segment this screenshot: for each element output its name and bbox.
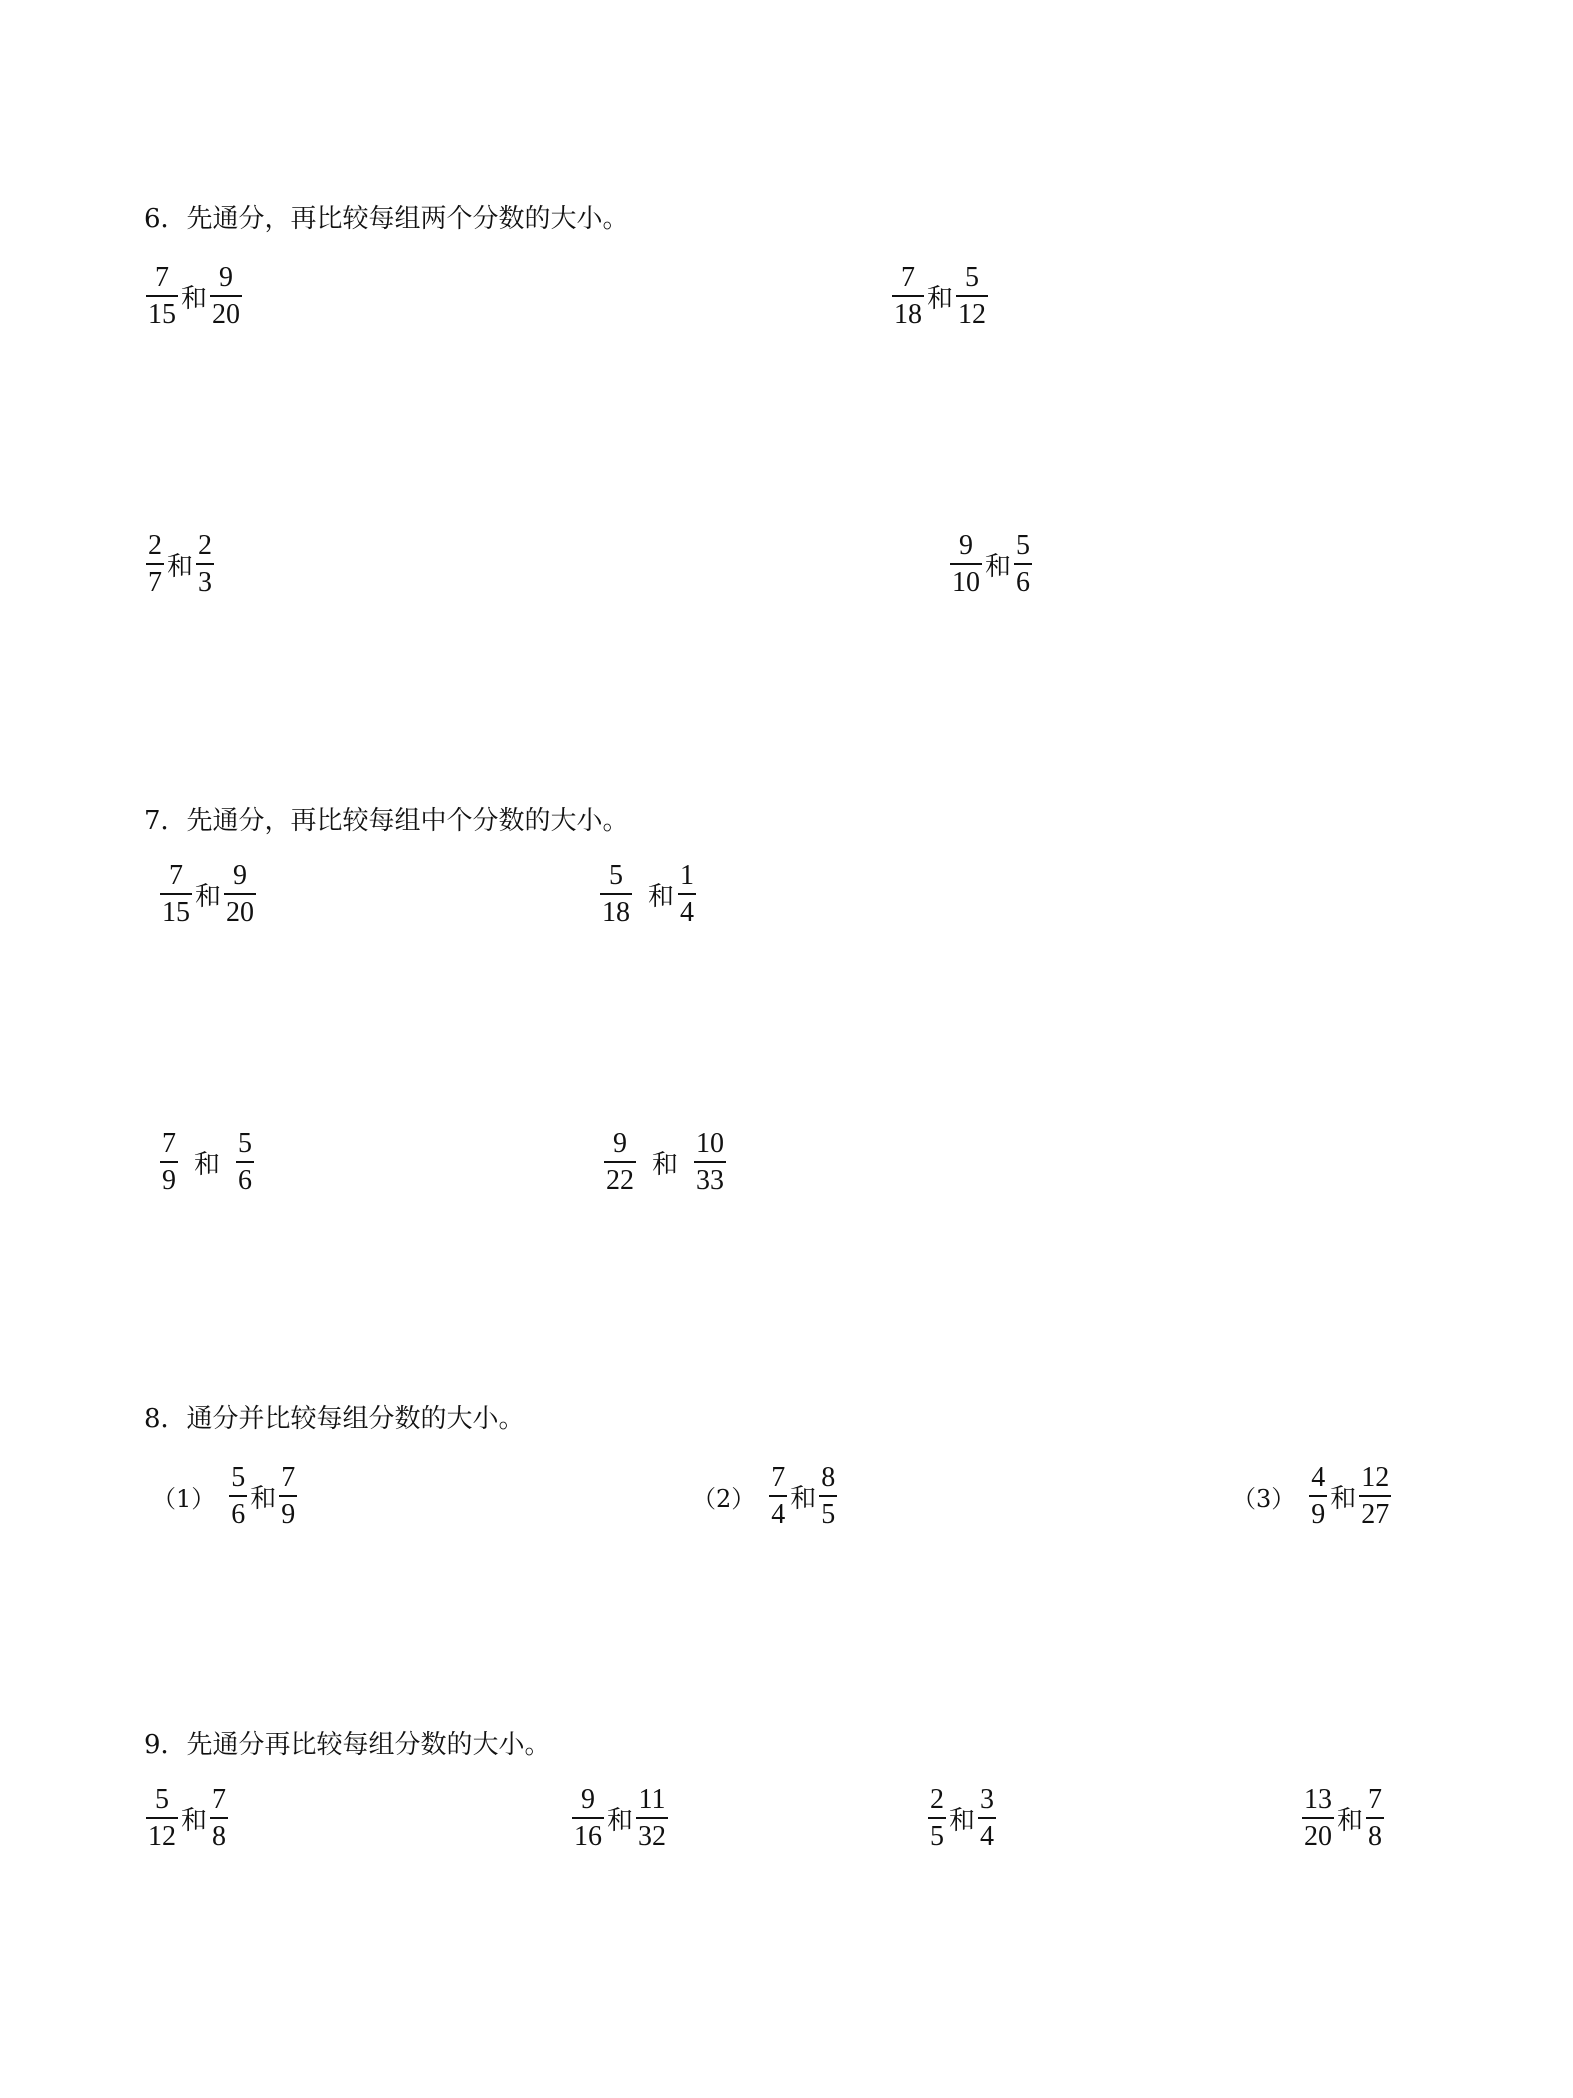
numerator: 7 bbox=[901, 262, 915, 293]
q9-pair-1 bbox=[144, 1784, 230, 1853]
fraction bbox=[1359, 1462, 1391, 1531]
item-label: （1） bbox=[152, 1485, 216, 1513]
fraction-bar bbox=[160, 1161, 178, 1163]
denominator: 12 bbox=[148, 1821, 176, 1852]
question-6-heading: 6．先通分，再比较每组两个分数的大小。 bbox=[144, 204, 629, 234]
numerator: 5 bbox=[238, 1128, 253, 1159]
fraction-bar bbox=[694, 1161, 726, 1163]
fraction-bar bbox=[279, 1495, 297, 1497]
fraction-bar bbox=[600, 893, 632, 895]
fraction bbox=[819, 1462, 837, 1531]
conjunction: 和 bbox=[607, 1806, 634, 1836]
q8-pair-2 bbox=[692, 1462, 839, 1531]
numerator: 3 bbox=[980, 1784, 995, 1815]
numerator: 2 bbox=[148, 530, 162, 561]
denominator: 15 bbox=[162, 897, 190, 928]
q9-pair-2 bbox=[570, 1784, 670, 1853]
conjunction: 和 bbox=[1337, 1806, 1364, 1836]
conjunction: 和 bbox=[648, 882, 675, 912]
fraction bbox=[146, 1784, 178, 1853]
fraction bbox=[1366, 1784, 1384, 1853]
fraction-bar bbox=[1359, 1495, 1391, 1497]
conjunction: 和 bbox=[949, 1806, 976, 1836]
denominator: 9 bbox=[281, 1499, 296, 1530]
item-label: （2） bbox=[692, 1485, 756, 1513]
denominator: 18 bbox=[894, 299, 922, 330]
q8-pair-1 bbox=[152, 1462, 299, 1531]
denominator: 12 bbox=[958, 299, 987, 330]
fraction-bar bbox=[956, 295, 988, 297]
denominator: 10 bbox=[952, 567, 980, 598]
fraction-bar bbox=[210, 1817, 228, 1819]
numerator: 7 bbox=[162, 1128, 176, 1159]
numerator: 13 bbox=[1304, 1784, 1332, 1815]
conjunction: 和 bbox=[167, 552, 194, 582]
conjunction: 和 bbox=[250, 1484, 277, 1514]
conjunction: 和 bbox=[1330, 1484, 1357, 1514]
denominator: 8 bbox=[212, 1821, 227, 1852]
numerator: 9 bbox=[613, 1128, 627, 1159]
numerator: 7 bbox=[212, 1784, 227, 1815]
fraction bbox=[572, 1784, 604, 1853]
numerator: 9 bbox=[581, 1784, 595, 1815]
q8-pair-3 bbox=[1232, 1462, 1393, 1531]
fraction-bar bbox=[978, 1817, 996, 1819]
denominator: 32 bbox=[638, 1821, 667, 1852]
fraction bbox=[1302, 1784, 1334, 1853]
numerator: 7 bbox=[771, 1462, 786, 1493]
denominator: 4 bbox=[771, 1499, 786, 1530]
numerator: 2 bbox=[198, 530, 213, 561]
conjunction: 和 bbox=[985, 552, 1012, 582]
question-7-heading: 7．先通分，再比较每组中个分数的大小。 bbox=[144, 806, 629, 836]
numerator: 9 bbox=[959, 530, 973, 561]
fraction bbox=[229, 1462, 247, 1531]
numerator: 5 bbox=[1016, 530, 1031, 561]
fraction-bar bbox=[769, 1495, 787, 1497]
fraction-bar bbox=[572, 1817, 604, 1819]
q7-pair-2 bbox=[598, 860, 698, 929]
q6-pair-1 bbox=[144, 262, 244, 331]
numerator: 9 bbox=[219, 262, 234, 293]
fraction-bar bbox=[146, 295, 178, 297]
fraction bbox=[146, 530, 164, 599]
numerator: 2 bbox=[930, 1784, 944, 1815]
q6-pair-4 bbox=[948, 530, 1034, 599]
q7-pair-3 bbox=[158, 1128, 256, 1197]
denominator: 6 bbox=[1016, 567, 1031, 598]
numerator: 5 bbox=[965, 262, 980, 293]
conjunction: 和 bbox=[181, 1806, 208, 1836]
conjunction: 和 bbox=[181, 284, 208, 314]
fraction bbox=[210, 262, 242, 331]
denominator: 8 bbox=[1368, 1821, 1383, 1852]
denominator: 5 bbox=[930, 1821, 944, 1852]
fraction-bar bbox=[928, 1817, 946, 1819]
fraction-bar bbox=[236, 1161, 254, 1163]
fraction bbox=[196, 530, 214, 599]
denominator: 6 bbox=[238, 1165, 253, 1196]
denominator: 4 bbox=[680, 897, 695, 928]
denominator: 5 bbox=[821, 1499, 836, 1530]
conjunction: 和 bbox=[194, 1150, 221, 1180]
fraction-bar bbox=[1014, 563, 1032, 565]
numerator: 1 bbox=[680, 860, 695, 891]
denominator: 20 bbox=[1304, 1821, 1332, 1852]
denominator: 27 bbox=[1361, 1499, 1390, 1530]
fraction-bar bbox=[224, 893, 256, 895]
denominator: 4 bbox=[980, 1821, 995, 1852]
fraction-bar bbox=[210, 295, 242, 297]
numerator: 7 bbox=[169, 860, 183, 891]
numerator: 5 bbox=[609, 860, 623, 891]
denominator: 16 bbox=[574, 1821, 602, 1852]
denominator: 3 bbox=[198, 567, 213, 598]
fraction bbox=[769, 1462, 787, 1531]
denominator: 9 bbox=[162, 1165, 176, 1196]
fraction bbox=[160, 860, 192, 929]
fraction-bar bbox=[892, 295, 924, 297]
numerator: 5 bbox=[231, 1462, 246, 1493]
numerator: 12 bbox=[1361, 1462, 1390, 1493]
conjunction: 和 bbox=[790, 1484, 817, 1514]
q9-pair-3 bbox=[926, 1784, 998, 1853]
fraction bbox=[636, 1784, 668, 1853]
fraction bbox=[1014, 530, 1032, 599]
conjunction: 和 bbox=[195, 882, 222, 912]
fraction bbox=[956, 262, 988, 331]
numerator: 9 bbox=[233, 860, 248, 891]
fraction-bar bbox=[678, 893, 696, 895]
fraction-bar bbox=[1309, 1495, 1327, 1497]
denominator: 20 bbox=[226, 897, 255, 928]
fraction-bar bbox=[604, 1161, 636, 1163]
numerator: 7 bbox=[1368, 1784, 1383, 1815]
fraction bbox=[950, 530, 982, 599]
denominator: 9 bbox=[1311, 1499, 1326, 1530]
q7-pair-1 bbox=[158, 860, 258, 929]
fraction-bar bbox=[819, 1495, 837, 1497]
fraction bbox=[694, 1128, 726, 1197]
fraction bbox=[604, 1128, 636, 1197]
numerator: 10 bbox=[696, 1128, 725, 1159]
item-label: （3） bbox=[1232, 1485, 1296, 1513]
denominator: 15 bbox=[148, 299, 176, 330]
numerator: 7 bbox=[281, 1462, 296, 1493]
numerator: 7 bbox=[155, 262, 169, 293]
fraction-bar bbox=[1302, 1817, 1334, 1819]
fraction bbox=[892, 262, 924, 331]
fraction bbox=[146, 262, 178, 331]
fraction-bar bbox=[146, 563, 164, 565]
numerator: 11 bbox=[638, 1784, 666, 1815]
denominator: 6 bbox=[231, 1499, 246, 1530]
denominator: 33 bbox=[696, 1165, 725, 1196]
conjunction: 和 bbox=[652, 1150, 679, 1180]
fraction bbox=[678, 860, 696, 929]
denominator: 7 bbox=[148, 567, 162, 598]
fraction bbox=[160, 1128, 178, 1197]
fraction bbox=[224, 860, 256, 929]
denominator: 20 bbox=[212, 299, 241, 330]
denominator: 22 bbox=[606, 1165, 634, 1196]
q9-pair-4 bbox=[1300, 1784, 1386, 1853]
denominator: 18 bbox=[602, 897, 630, 928]
fraction-bar bbox=[160, 893, 192, 895]
fraction bbox=[978, 1784, 996, 1853]
fraction-bar bbox=[950, 563, 982, 565]
question-8-heading: 8．通分并比较每组分数的大小。 bbox=[144, 1404, 525, 1434]
fraction bbox=[279, 1462, 297, 1531]
question-9-heading: 9．先通分再比较每组分数的大小。 bbox=[144, 1730, 551, 1760]
q6-pair-3 bbox=[144, 530, 216, 599]
fraction bbox=[1309, 1462, 1327, 1531]
q6-pair-2 bbox=[890, 262, 990, 331]
fraction bbox=[210, 1784, 228, 1853]
numerator: 4 bbox=[1311, 1462, 1326, 1493]
conjunction: 和 bbox=[927, 284, 954, 314]
numerator: 8 bbox=[821, 1462, 836, 1493]
fraction bbox=[236, 1128, 254, 1197]
fraction-bar bbox=[196, 563, 214, 565]
fraction-bar bbox=[636, 1817, 668, 1819]
fraction bbox=[928, 1784, 946, 1853]
numerator: 5 bbox=[155, 1784, 169, 1815]
fraction-bar bbox=[146, 1817, 178, 1819]
q7-pair-4 bbox=[602, 1128, 728, 1197]
fraction-bar bbox=[229, 1495, 247, 1497]
fraction-bar bbox=[1366, 1817, 1384, 1819]
fraction bbox=[600, 860, 632, 929]
